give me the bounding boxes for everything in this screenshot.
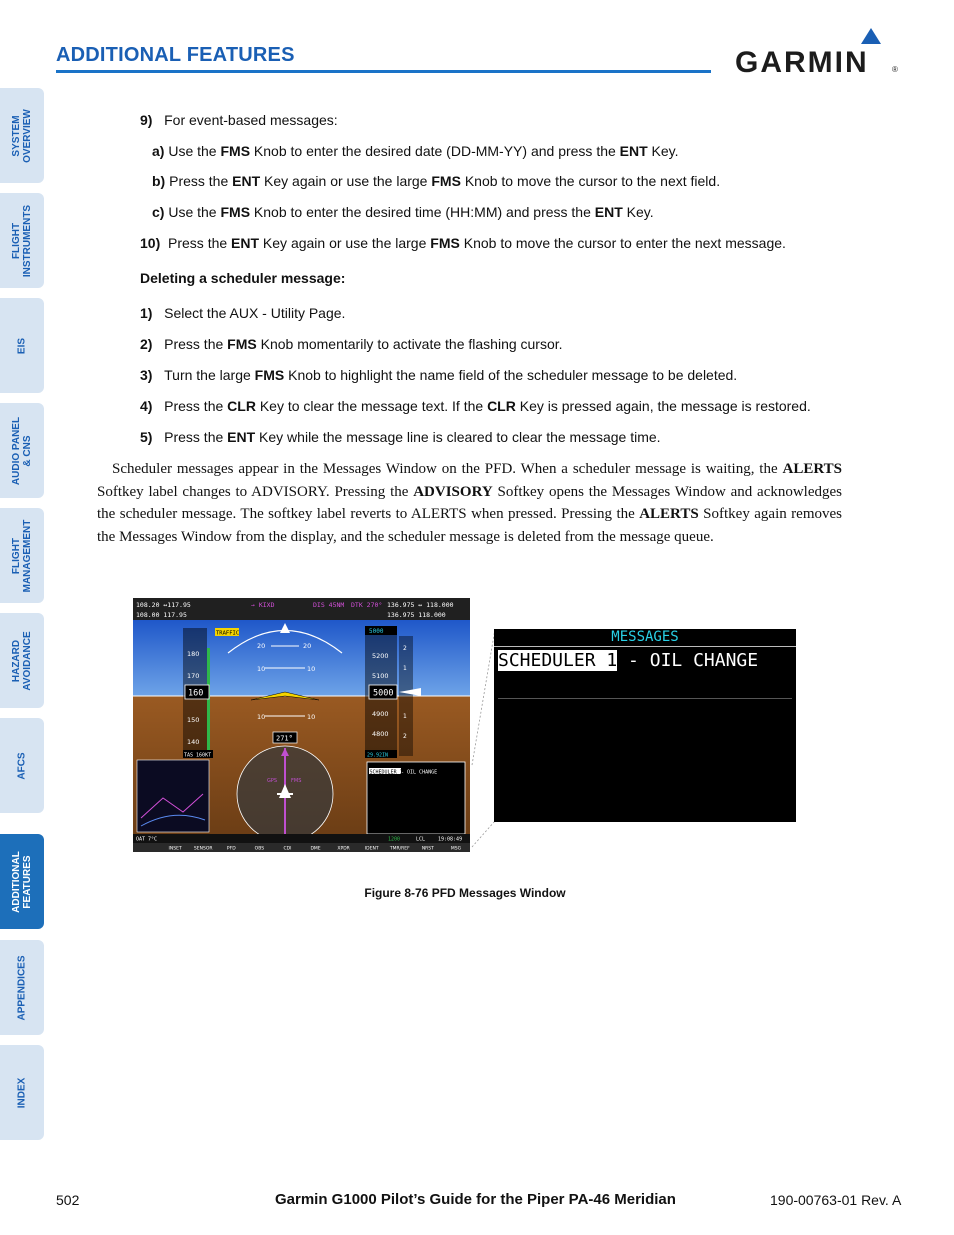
messages-window-zoom xyxy=(494,629,796,822)
vsi-tick-up1: 1 xyxy=(403,665,407,672)
softkey-tmr-ref[interactable]: TMR/REF xyxy=(389,846,410,852)
tab-additional-features[interactable] xyxy=(0,834,44,929)
altitude-bug: 5000 xyxy=(369,628,384,635)
softkey-obs[interactable]: OBS xyxy=(254,846,265,852)
step-9: 9) For event-based messages: xyxy=(140,112,338,128)
pfd-oat: OAT 7°C xyxy=(136,836,158,843)
document-number: 190-00763-01 Rev. A xyxy=(770,1192,902,1208)
pfd-msg-text: - OIL CHANGE xyxy=(401,769,438,776)
tab-index[interactable] xyxy=(0,1045,44,1140)
step-9b: b) Press the ENT Key again or use the large FMS Knob to move the cursor to the next field. xyxy=(152,173,721,189)
tab-label: APPENDICES xyxy=(16,954,28,1021)
tab-label: AUDIO PANEL & CNS xyxy=(11,416,33,485)
body-paragraph: Scheduler messages appear in the Messages Window on the PFD. When a scheduler message is waiting, the ALERTS Softkey label changes to ADVISORY. Pressing the ADVISORY Softkey opens the Messages Window and acknowledges the scheduler message. The softkey label reverts to ALERTS when pressed. Pressing the ALERTS Softkey again removes the Messages Window from the display, and the scheduler message is deleted from the message queue. xyxy=(97,461,843,545)
softkey-inset[interactable]: INSET xyxy=(168,846,182,852)
softkey-ident[interactable]: IDENT xyxy=(364,846,379,852)
alt-tick-4900: 4900 xyxy=(372,710,389,718)
pitch-10-right: 10 xyxy=(307,665,316,673)
pitch-minus10-left: 10 xyxy=(257,713,266,721)
pfd-com1: 136.975 ↔ 118.000 xyxy=(387,601,454,609)
logo-registered: ® xyxy=(892,65,898,74)
vsi-tick-up2: 2 xyxy=(403,645,407,652)
message-name-field[interactable]: SCHEDULER 1 xyxy=(498,650,618,671)
garmin-logo xyxy=(733,26,899,76)
section-title: ADDITIONAL FEATURES xyxy=(56,44,295,66)
title-divider xyxy=(494,646,796,647)
pfd-distance: DIS 45NM xyxy=(313,601,345,609)
figure-caption: Figure 8-76 PFD Messages Window xyxy=(364,886,566,900)
tab-appendices[interactable] xyxy=(0,940,44,1035)
pfd-nav1: 108.20 ↔117.95 xyxy=(136,601,191,609)
step-9c: c) Use the FMS Knob to enter the desired time (HH:MM) and press the ENT Key. xyxy=(152,204,654,220)
message-text: - OIL CHANGE xyxy=(617,650,759,671)
message-row[interactable] xyxy=(498,650,758,671)
pfd-dtk: DTK 270° xyxy=(351,601,383,609)
airspeed-readout: 160 xyxy=(188,688,204,699)
vsi-tick-down1: 1 xyxy=(403,713,407,720)
pitch-minus10-right: 10 xyxy=(307,713,316,721)
speed-tick-140: 140 xyxy=(187,738,200,746)
softkey-dme[interactable]: DME xyxy=(310,846,321,852)
softkey-pfd[interactable]: PFD xyxy=(226,846,236,852)
pfd-screenshot xyxy=(133,598,470,852)
pitch-10-left: 10 xyxy=(257,665,266,673)
tab-eis[interactable] xyxy=(0,298,44,393)
hsi-fms: FMS xyxy=(291,778,302,784)
tab-label: SYSTEM OVERVIEW xyxy=(11,108,33,163)
tab-label: FLIGHT MANAGEMENT xyxy=(11,519,33,592)
pitch-20-right: 20 xyxy=(303,642,312,650)
header-rule xyxy=(56,70,711,73)
tab-afcs[interactable] xyxy=(0,718,44,813)
delete-step-5: 5) Press the ENT Key while the message line is cleared to clear the message time. xyxy=(140,429,661,445)
tab-audio-panel-cns[interactable] xyxy=(0,403,44,498)
step-10: 10) Press the ENT Key again or use the large FMS Knob to move the cursor to enter the next message. xyxy=(140,235,786,251)
messages-title: MESSAGES xyxy=(611,629,679,645)
pfd-nav2: 108.00 117.95 xyxy=(136,611,187,619)
softkey-msg[interactable]: MSG xyxy=(450,846,462,852)
softkey-xpdr[interactable]: XPDR xyxy=(337,846,350,852)
pfd-xpdr: 1200 xyxy=(388,836,401,843)
alt-tick-4800: 4800 xyxy=(372,730,389,738)
footer-title: Garmin G1000 Pilot’s Guide for the Piper PA-46 Meridian xyxy=(275,1191,676,1208)
row-divider xyxy=(498,698,792,699)
altitude-readout: 5000 xyxy=(373,688,394,699)
alt-tick-5100: 5100 xyxy=(372,672,389,680)
tab-label: INDEX xyxy=(16,1077,28,1108)
delete-step-3: 3) Turn the large FMS Knob to highlight the name field of the scheduler message to be deleted. xyxy=(140,367,738,383)
delete-step-4: 4) Press the CLR Key to clear the message text. If the CLR Key is pressed again, the message is restored. xyxy=(140,398,811,414)
logo-text: GARMIN xyxy=(735,46,869,76)
pfd-time: 19:08:49 xyxy=(438,836,463,843)
softkey-sensor[interactable]: SENSOR xyxy=(193,846,213,852)
speed-tick-170: 170 xyxy=(187,672,200,680)
pfd-com2: 136.975 118.000 xyxy=(387,611,446,619)
softkey-bar xyxy=(133,843,470,852)
hsi-gps: GPS xyxy=(267,778,278,784)
page-number: 502 xyxy=(56,1192,80,1208)
softkey-nrst[interactable]: NRST xyxy=(421,846,434,852)
baro-setting: 29.92IN xyxy=(367,752,389,759)
step-9a: a) Use the FMS Knob to enter the desired date (DD-MM-YY) and press the ENT Key. xyxy=(152,143,679,159)
tab-label: AFCS xyxy=(16,751,28,780)
alt-tick-5200: 5200 xyxy=(372,652,389,660)
tab-label: FLIGHT INSTRUMENTS xyxy=(11,204,33,277)
true-airspeed: TAS 160KT xyxy=(184,752,212,759)
subsection-heading: Deleting a scheduler message: xyxy=(140,270,346,286)
heading-readout: 271° xyxy=(276,734,293,743)
tab-label: ADDITIONAL FEATURES xyxy=(11,850,33,913)
delete-step-1: 1) Select the AUX - Utility Page. xyxy=(140,305,346,321)
tab-label: HAZARD AVOIDANCE xyxy=(11,630,33,691)
pfd-msg-scheduler: SCHEDULER 1 xyxy=(369,769,403,776)
tab-label: EIS xyxy=(16,337,28,354)
vsi-tick-down2: 2 xyxy=(403,733,407,740)
tab-system-overview[interactable] xyxy=(0,88,44,183)
tab-hazard-avoidance[interactable] xyxy=(0,613,44,708)
tab-flight-management[interactable] xyxy=(0,508,44,603)
delete-step-2: 2) Press the FMS Knob momentarily to activate the flashing cursor. xyxy=(140,336,563,352)
speed-tick-150: 150 xyxy=(187,716,200,724)
pfd-waypoint: → KIXD xyxy=(251,601,275,609)
tab-flight-instruments[interactable] xyxy=(0,193,44,288)
pitch-20-left: 20 xyxy=(257,642,266,650)
pfd-lcl: LCL xyxy=(416,836,426,843)
speed-tick-180: 180 xyxy=(187,650,200,658)
traffic-annunciation: TRAFFIC xyxy=(216,630,240,637)
softkey-cdi[interactable]: CDI xyxy=(283,846,292,852)
